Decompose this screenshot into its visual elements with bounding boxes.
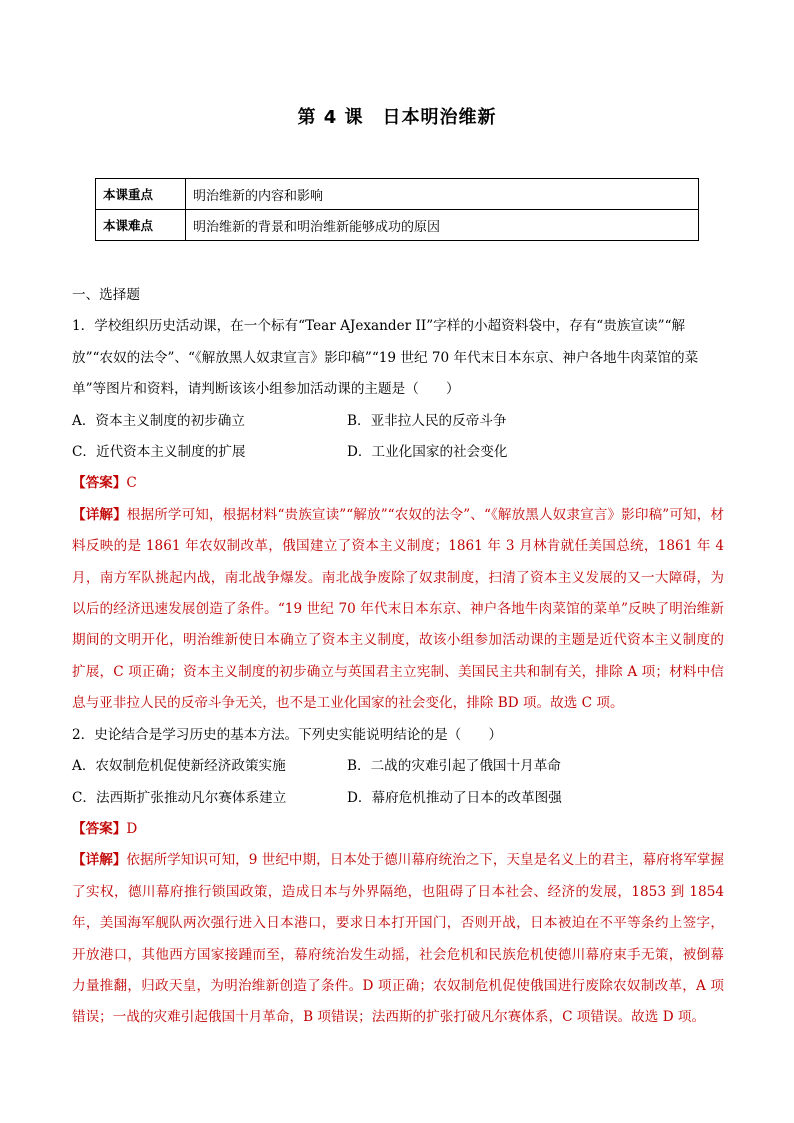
options-row bbox=[72, 406, 724, 437]
question-content bbox=[72, 280, 724, 1034]
answer-value: D bbox=[126, 820, 138, 837]
detail-tag: 【详解】 bbox=[72, 852, 127, 869]
table-value: 明治维新的背景和明治维新能够成功的原因 bbox=[186, 210, 699, 241]
question-stem: 2．史论结合是学习历史的基本方法。下列史实能说明结论的是（ ） bbox=[72, 726, 503, 743]
lesson-focus-table bbox=[95, 178, 699, 241]
answer-line bbox=[72, 814, 724, 845]
option-d: D．工业化国家的社会变化 bbox=[347, 444, 508, 461]
options-row bbox=[72, 783, 724, 814]
detail-tag: 【详解】 bbox=[72, 506, 127, 523]
option-c: C．法西斯扩张推动凡尔赛体系建立 bbox=[72, 789, 287, 806]
explanation bbox=[72, 845, 724, 1033]
table-key: 本课难点 bbox=[96, 210, 186, 241]
option-b: B．二战的灾难引起了俄国十月革命 bbox=[347, 758, 561, 775]
explanation bbox=[72, 500, 724, 720]
section-heading: 一、选择题 bbox=[72, 287, 140, 303]
option-b: B．亚非拉人民的反帝斗争 bbox=[347, 412, 507, 429]
option-a: A．资本主义制度的初步确立 bbox=[72, 412, 245, 429]
option-c: C．近代资本主义制度的扩展 bbox=[72, 444, 246, 461]
page-title: 第 4 课 日本明治维新 bbox=[297, 107, 497, 128]
answer-tag: 【答案】 bbox=[72, 475, 127, 492]
table-value: 明治维新的内容和影响 bbox=[186, 179, 699, 210]
answer-tag: 【答案】 bbox=[72, 820, 127, 837]
options-row bbox=[72, 751, 724, 782]
table-row bbox=[96, 210, 699, 241]
option-a: A．农奴制危机促使新经济政策实施 bbox=[72, 758, 286, 775]
options-row bbox=[72, 437, 724, 468]
table-key: 本课重点 bbox=[96, 179, 186, 210]
question-stem: 1．学校组织历史活动课，在一个标有“Tear AJexander II”字样的小超资料袋中，存有“贵族宣读”“解放”“农奴的法令”、“《解放黑人奴隶宣言》影印稿”“19 世纪 70 年代末日本东京、神户各地牛肉菜馆的菜单”等图片和资料，请判断该该小组参加活动课的主题是（ ） bbox=[72, 318, 699, 398]
table-row bbox=[96, 179, 699, 210]
option-d: D．幕府危机推动了日本的改革图强 bbox=[347, 789, 562, 806]
detail-text: 根据所学可知，根据材料“贵族宣读”“解放”“农奴的法令”、“《解放黑人奴隶宣言》影印稿”可知，材料反映的是 1861 年农奴制改革，俄国建立了资本主义制度；1861 年 3 月林肯就任美国总统，1861 年 4 月，南方军队挑起内战，南北战争爆发。南北战争废除了奴隶制度，扫清了资本主义发展的又一大障碍，为以后的经济迅速发展创造了条件。“19 世纪 70 年代末日本东京、神户各地牛肉菜馆的菜单”反映了明治维新期间的文明开化，明治维新使日本确立了资本主义制度，故该小组参加活动课的主题是近代资本主义制度的扩展，C 项正确；资本主义制度的初步确立与英国君主立宪制、美国民主共和制有关，排除 A 项；材料中信息与亚非拉人民的反帝斗争无关，也不是工业化国家的社会变化，排除 BD 项。故选 C 项。 bbox=[72, 506, 725, 712]
detail-text: 依据所学知识可知，9 世纪中期，日本处于德川幕府统治之下，天皇是名义上的君主，幕府将军掌握了实权，德川幕府推行锁国政策，造成日本与外界隔绝，也阻碍了日本社会、经济的发展，1853 到 1854 年，美国海军舰队两次强行进入日本港口，要求日本打开国门，否则开战，日本被迫在不平等条约上签字，开放港口，其他西方国家接踵而至，幕府统治发生动摇，社会危机和民族危机使德川幕府束手无策，被倒幕力量推翻，归政天皇，为明治维新创造了条件。D 项正确；农奴制危机促使俄国进行废除农奴制改革，A 项错误；一战的灾难引起俄国十月革命，B 项错误；法西斯的扩张打破凡尔赛体系，C 项错误。故选 D 项。 bbox=[72, 852, 725, 1026]
answer-value: C bbox=[126, 475, 137, 492]
answer-line bbox=[72, 468, 724, 499]
